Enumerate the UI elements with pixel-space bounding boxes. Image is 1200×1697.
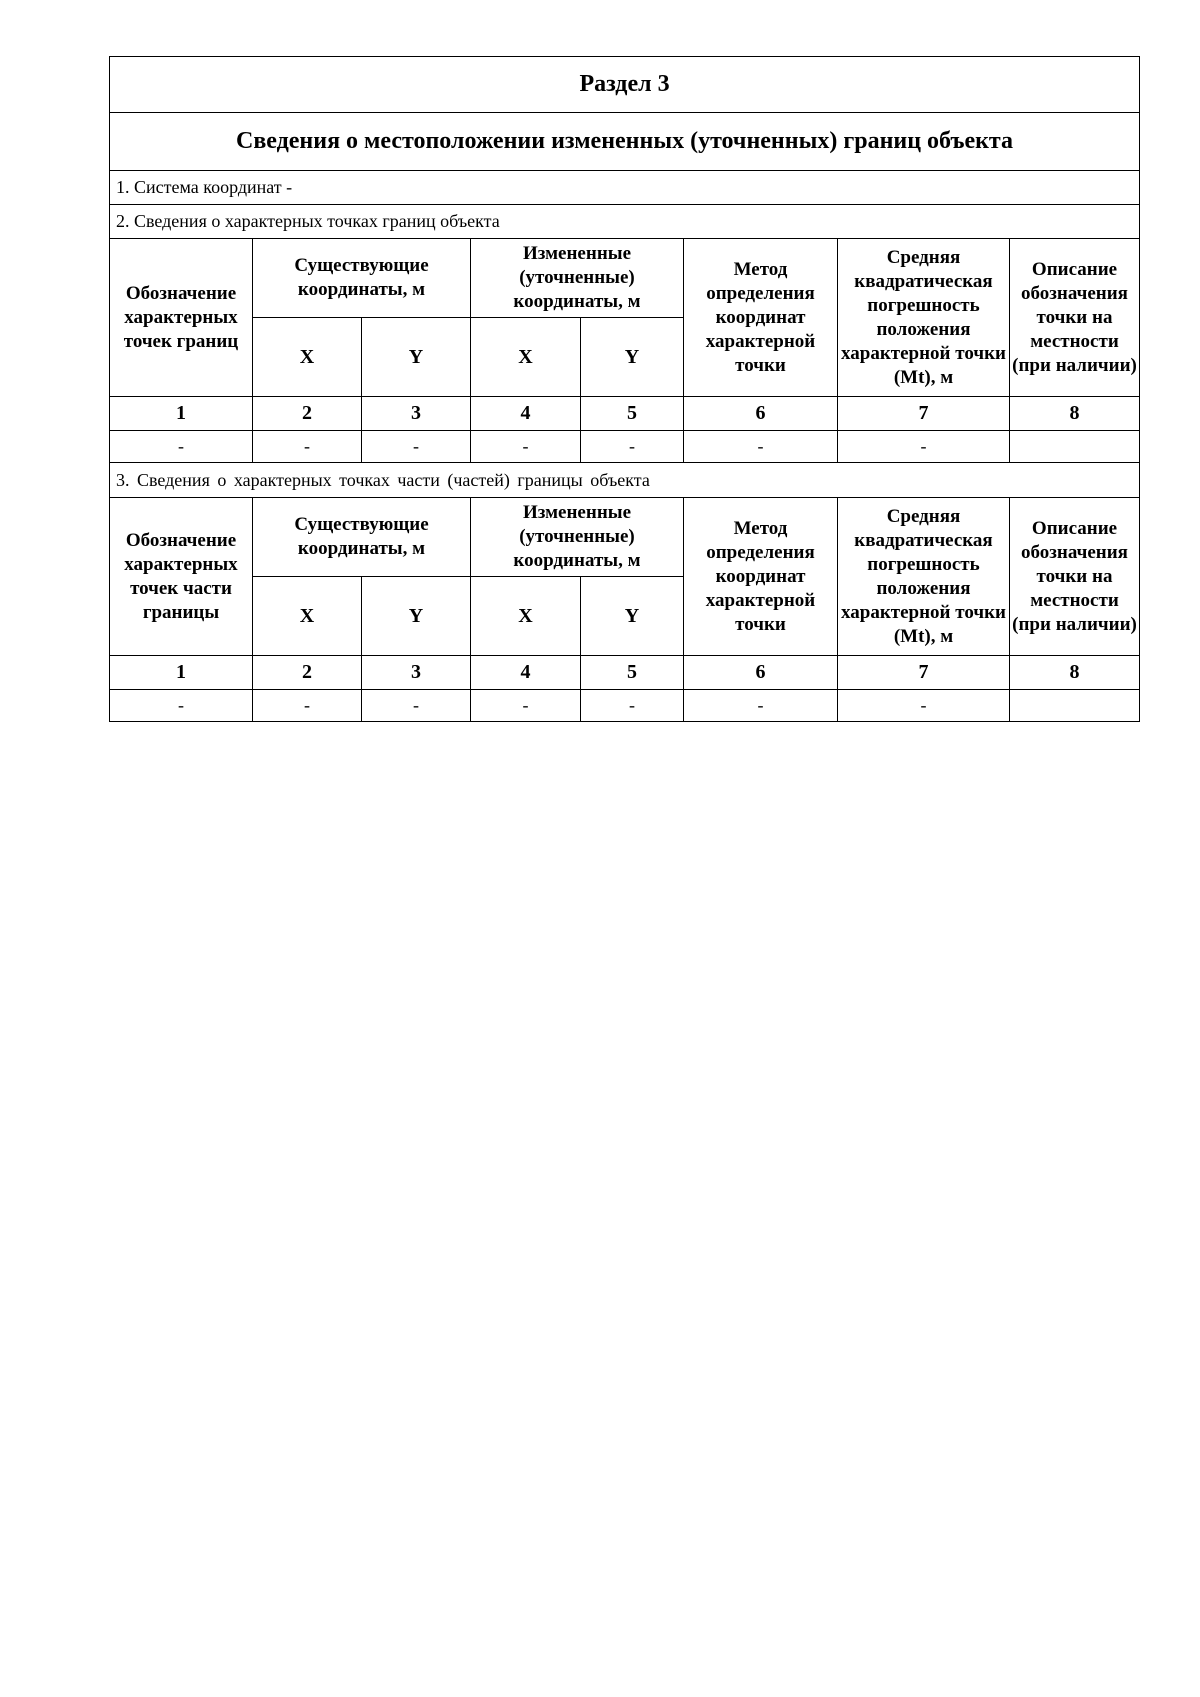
- table-cell: -: [362, 690, 471, 722]
- table1-col-number: 1: [110, 397, 253, 431]
- table-cell: -: [110, 431, 253, 463]
- table-cell: -: [362, 431, 471, 463]
- table2-col-number: 5: [581, 656, 684, 690]
- table1-header-existing: Существующие координаты, м: [253, 239, 471, 318]
- table2-col-number: 8: [1010, 656, 1140, 690]
- table1-header-designation: Обозначение характерных точек границ: [110, 239, 253, 397]
- table1-col-number: 6: [684, 397, 838, 431]
- section-title: Раздел 3: [110, 57, 1140, 113]
- table1-col-number: 2: [253, 397, 362, 431]
- table1-col-number: 8: [1010, 397, 1140, 431]
- table1-col-number: 3: [362, 397, 471, 431]
- table1-header-x-existing: X: [253, 318, 362, 397]
- table2-header-existing: Существующие координаты, м: [253, 498, 471, 577]
- table-cell: -: [581, 431, 684, 463]
- table1-number-row: [110, 397, 1140, 431]
- table2-header-error: Средняя квадратическая погрешность положения характерной точки (Mt), м: [838, 498, 1010, 656]
- table-cell: -: [838, 690, 1010, 722]
- section-subtitle: Сведения о местоположении измененных (уточненных) границ объекта: [110, 113, 1140, 171]
- table2-header-method: Метод определения координат характерной точки: [684, 498, 838, 656]
- table-cell: -: [471, 690, 581, 722]
- table1-header-description: Описание обозначения точки на местности (при наличии): [1010, 239, 1140, 397]
- table-cell: [1010, 690, 1140, 722]
- table2-col-number: 7: [838, 656, 1010, 690]
- table-cell: -: [253, 431, 362, 463]
- table2-header-designation: Обозначение характерных точек части границы: [110, 498, 253, 656]
- table-cell: -: [838, 431, 1010, 463]
- table2-header-y-existing: Y: [362, 577, 471, 656]
- table2-header-x-existing: X: [253, 577, 362, 656]
- table2-col-number: 6: [684, 656, 838, 690]
- table1-header-y-changed: Y: [581, 318, 684, 397]
- table2-col-number: 2: [253, 656, 362, 690]
- table-cell: -: [684, 431, 838, 463]
- table2-col-number: 3: [362, 656, 471, 690]
- table-cell: -: [253, 690, 362, 722]
- table1-header-method: Метод определения координат характерной точки: [684, 239, 838, 397]
- table2-col-number: 1: [110, 656, 253, 690]
- table1-header-changed: Измененные (уточненные) координаты, м: [471, 239, 684, 318]
- coordinate-system: 1. Система координат -: [110, 171, 1140, 205]
- table1-col-number: 5: [581, 397, 684, 431]
- table2-caption: 3. Сведения о характерных точках части (частей) границы объекта: [110, 463, 1140, 498]
- table1-col-number: 4: [471, 397, 581, 431]
- section-3-table: [109, 56, 1140, 722]
- table2-number-row: [110, 656, 1140, 690]
- table1-data-row: [110, 431, 1140, 463]
- table-cell: -: [581, 690, 684, 722]
- table1-header-error: Средняя квадратическая погрешность положения характерной точки (Mt), м: [838, 239, 1010, 397]
- table1-caption: 2. Сведения о характерных точках границ объекта: [110, 205, 1140, 239]
- table2-data-row: [110, 690, 1140, 722]
- table2-header-x-changed: X: [471, 577, 581, 656]
- table1-col-number: 7: [838, 397, 1010, 431]
- table2-header-changed: Измененные (уточненные) координаты, м: [471, 498, 684, 577]
- table-cell: -: [110, 690, 253, 722]
- table2-header-description: Описание обозначения точки на местности (при наличии): [1010, 498, 1140, 656]
- section-3-sheet: [109, 56, 1139, 722]
- table1-header-x-changed: X: [471, 318, 581, 397]
- table2-col-number: 4: [471, 656, 581, 690]
- table-cell: [1010, 431, 1140, 463]
- table-cell: -: [684, 690, 838, 722]
- table1-header-y-existing: Y: [362, 318, 471, 397]
- table-cell: -: [471, 431, 581, 463]
- table2-header-y-changed: Y: [581, 577, 684, 656]
